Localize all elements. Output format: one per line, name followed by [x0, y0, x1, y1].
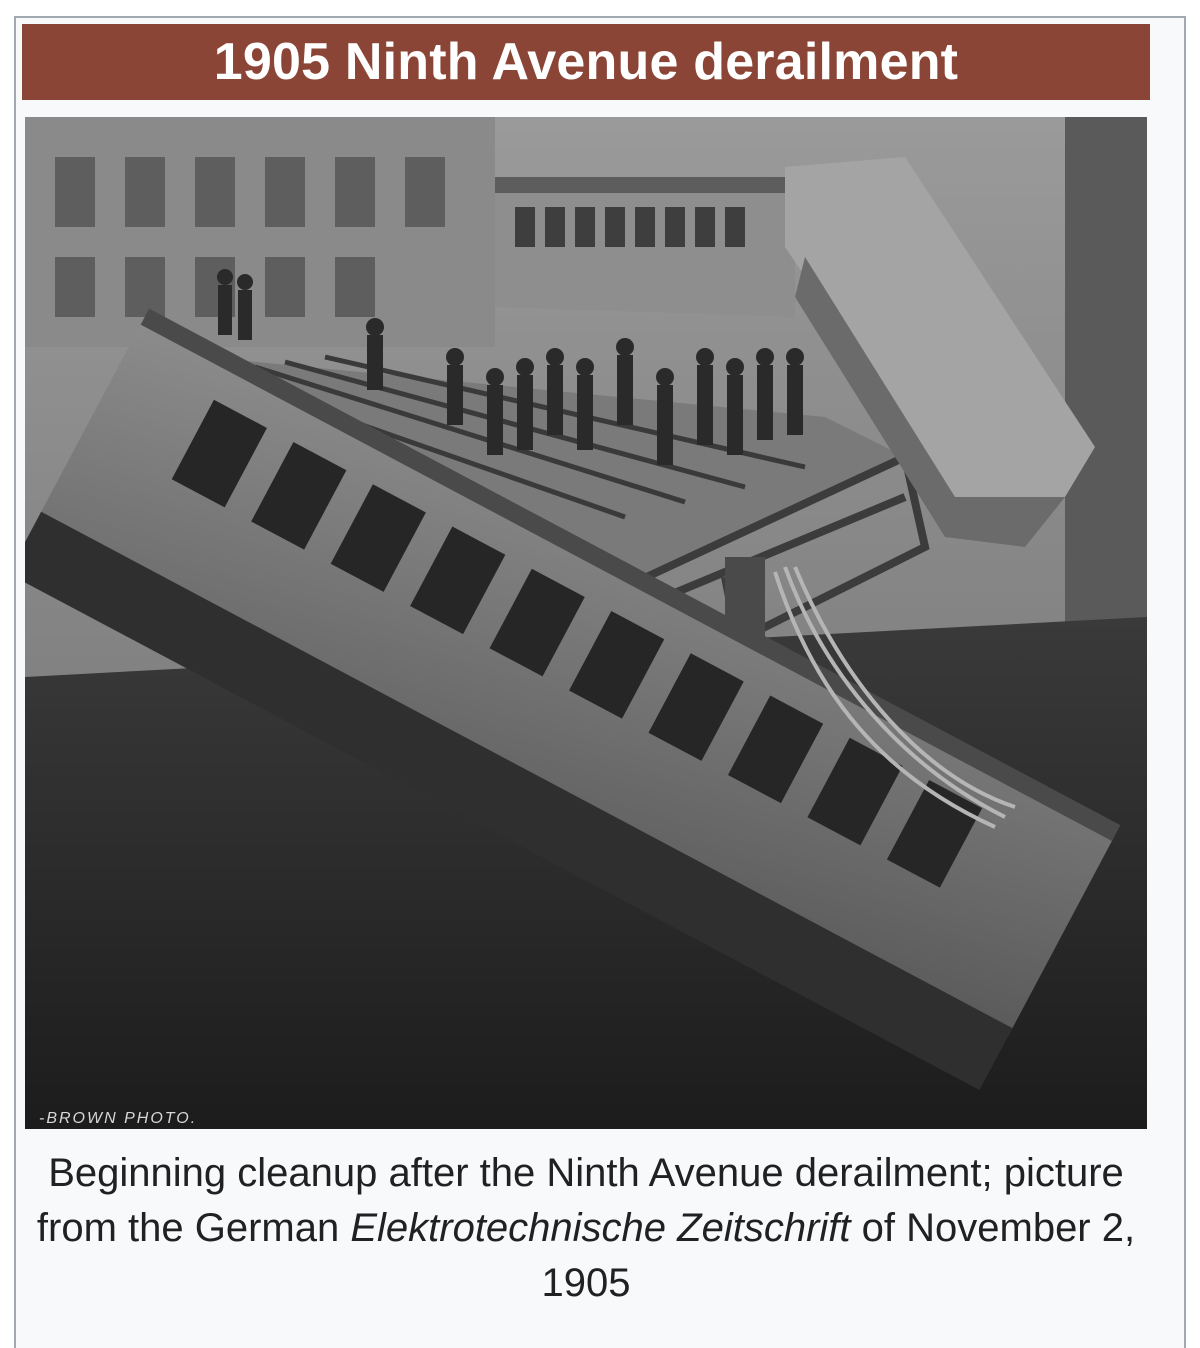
derailment-photo[interactable]: [25, 117, 1147, 1129]
caption-text: Beginning cleanup after the Ninth Avenue derailment; picture from the German: [36, 1151, 1124, 1250]
caption-date: of November 2, 1905: [541, 1206, 1136, 1305]
caption-publication: Elektrotechnische Zeitschrift: [350, 1206, 851, 1250]
photo-credit: -BROWN PHOTO.: [39, 1110, 198, 1127]
upper-rail-car: [495, 177, 795, 317]
image-caption: [22, 1146, 1150, 1311]
building-left: [25, 117, 495, 347]
infobox-title: 1905 Ninth Avenue derailment: [22, 24, 1150, 100]
